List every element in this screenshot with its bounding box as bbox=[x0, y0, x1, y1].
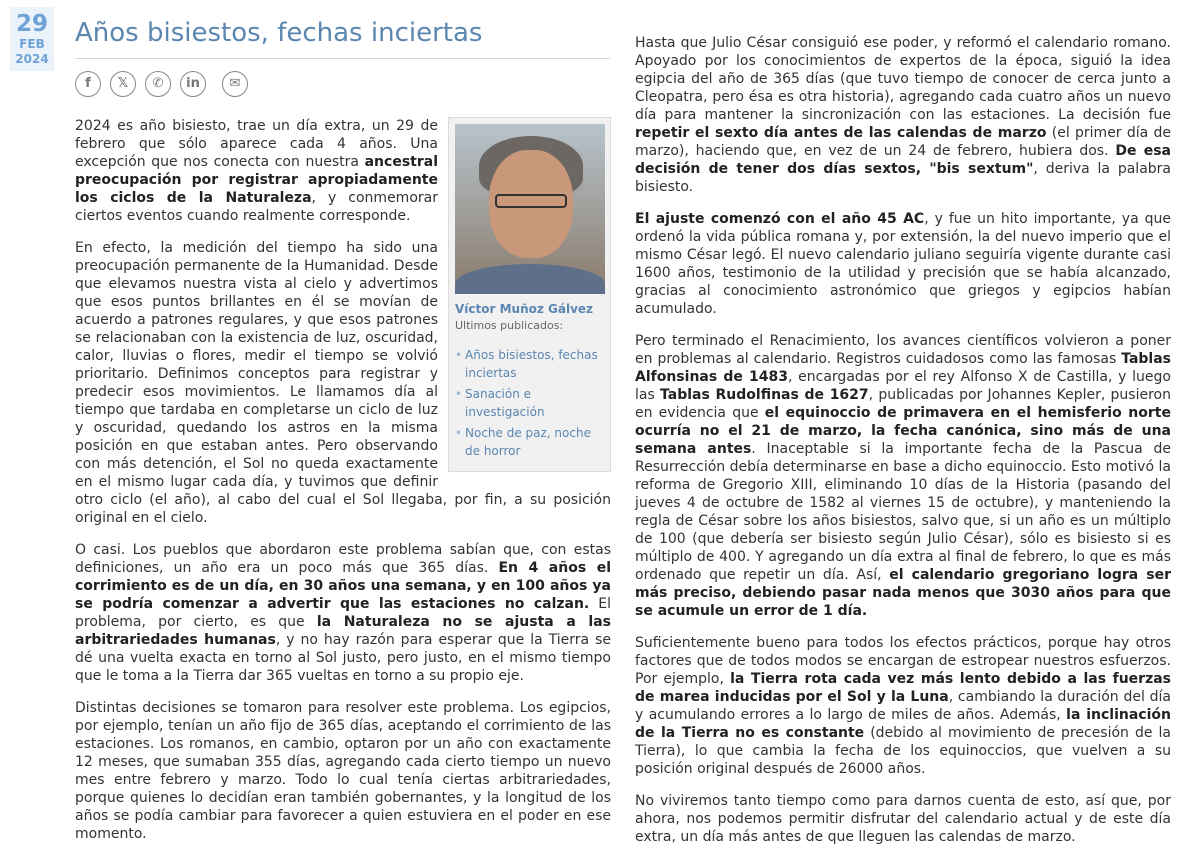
text: , y fue un hito importante, ya que ordenó la vida pública romana y, por extensión, la del nuevo imperio que el mismo César legó. El nuevo calendario juliano seguiría vigente durante casi 1600 años, testimonio de la utilidad y precisión que se había alcanzado, gracias al conocimiento astronómico que griegos y egipcios habían acumulado. bbox=[635, 211, 1171, 317]
text: Distintas decisiones se tomaron para resolver este problema. Los egipcios, por ejemplo, tenían un año fijo de 365 días, aceptando el corrimiento de las estaciones. Los romanos, en cambio, optaron por un año con exactamente 12 meses, que sumaban 355 días, agregando cada cierto tiempo un nuevo mes entre febrero y marzo. Todo lo cual tenía ciertas arbitrariedades, porque quienes lo decidían eran también gobernantes, y la longitud de los años se podía cambiar para favorecer a quien estuviera en el poder en ese momento. bbox=[75, 700, 611, 842]
whatsapp-icon[interactable]: ✆ bbox=[145, 71, 171, 97]
bold-text: repetir el sexto día antes de las calendas de marzo bbox=[635, 125, 1047, 141]
text: Hasta que Julio César consiguió ese poder, y reformó el calendario romano. Apoyado por los conocimientos de expertos de la época, siguió la idea egipcia del año de 365 días (que tuvo tiempo de conocer de cerca junto a Cleopatra, pero ésa es otra historia), agregando cada cuatro años un nuevo día para mantener la sincronización con las estaciones. La decisión fue bbox=[635, 35, 1171, 123]
bold-text: el calendario gregoriano logra ser más preciso, debiendo pasar nada menos que 3030 años para que se acumule un error de 1 día. bbox=[635, 567, 1172, 619]
bold-text: En 4 años el corrimiento es de un día, en 30 años una semana, y en 100 años ya se podría comenzar a advertir que las estaciones no calzan. bbox=[75, 560, 612, 612]
bold-text: El ajuste comenzó con el año 45 AC bbox=[635, 211, 925, 227]
paragraph bbox=[635, 634, 1171, 778]
bold-text: ancestral preocupación por registrar apropiadamente los ciclos de la Naturaleza bbox=[75, 154, 438, 206]
author-box bbox=[448, 117, 611, 472]
article-column-right bbox=[635, 34, 1171, 860]
text: 2024 es año bisiesto, trae un día extra, un 29 de febrero que sólo aparece cada 4 años. Una excepción que nos conecta con nuestra bbox=[75, 118, 438, 170]
paragraph bbox=[75, 699, 611, 843]
text: , publicadas por Johannes Kepler, pusieron en evidencia que bbox=[635, 387, 1171, 421]
text: No viviremos tanto tiempo como para darnos cuenta de esto, así que, por ahora, nos podemos permitir disfrutar del calendario actual y de este día extra, un día más antes de que lleguen las calendas de marzo. bbox=[635, 793, 1171, 845]
recent-post-link[interactable]: • Años bisiestos, fechas inciertas bbox=[465, 346, 604, 382]
recent-post-link[interactable]: • Noche de paz, noche de horror bbox=[465, 424, 604, 460]
text: Suficientemente bueno para todos los efectos prácticos, porque hay otros factores que de todos modos se encargan de estropear nuestros esfuerzos. Por ejemplo, bbox=[635, 635, 1171, 687]
text: Pero terminado el Renacimiento, los avances científicos volvieron a poner en problemas al calendario. Registros cuidadosos como las famosas bbox=[635, 333, 1171, 367]
text: (el primer día de marzo), haciendo que, en vez de un 24 de febrero, hubiera dos. bbox=[635, 125, 1171, 159]
article-title: Años bisiestos, fechas inciertas bbox=[75, 16, 610, 59]
recent-post-link[interactable]: • Sanación e investigación bbox=[465, 385, 604, 421]
date-day: 29 bbox=[15, 11, 48, 37]
email-icon[interactable]: ✉ bbox=[222, 71, 248, 97]
paragraph bbox=[635, 34, 1171, 196]
text: En efecto, la medición del tiempo ha sido una preocupación permanente de la Humanidad. Desde que elevamos nuestra vista al cielo y advertimos que esos puntos brillantes en él se movían de acuerdo a patrones regulares, y que esos patrones se relacionaban con la existencia de luz, oscuridad, calor, lluvias o flores, medir el tiempo se volvió prioritario. Definimos conceptos para registrar y predecir esos movimientos. Le llamamos día al tiempo que tardaba en completarse un ciclo de luz y oscuridad, quedando los astros en la misma posición en que estaban antes. Pero observando con más detención, el Sol no queda exactamente en el mismo lugar cada día, y tuvimos que definir otro ciclo (el año), al cabo del cual el Sol llegaba, por fin, a su posición original en el cielo. bbox=[75, 240, 611, 526]
author-subtitle: Ultimos publicados: bbox=[455, 319, 564, 332]
text: , y no hay razón para esperar que la Tierra se dé una vuelta exacta en torno al Sol justo, pero justo, en el mismo tiempo que le toma a la Tierra dar 365 vueltas en torno a su propio eje. bbox=[75, 632, 611, 684]
paragraphs-right bbox=[635, 34, 1171, 846]
date-badge bbox=[10, 7, 54, 71]
bold-text: la inclinación de la Tierra no es constante bbox=[635, 707, 1171, 741]
paragraph bbox=[635, 210, 1171, 318]
bold-text: Tablas Alfonsinas de 1483 bbox=[635, 351, 1171, 385]
bold-text: el equinoccio de primavera en el hemisferio norte ocurría no el 21 de marzo, la fecha canónica, sino más de una semana antes bbox=[635, 405, 1171, 457]
date-month: FEB bbox=[19, 37, 45, 51]
text: (debido al movimiento de precesión de la Tierra), lo que cambia la fecha de los equinoccios, que vuelven a su posición original después de 26000 años. bbox=[635, 725, 1171, 777]
paragraph bbox=[635, 792, 1171, 846]
date-year: 2024 bbox=[15, 52, 49, 66]
bold-text: la Tierra rota cada vez más lento debido a las fuerzas de marea inducidas por el Sol y la Luna bbox=[635, 671, 1172, 705]
article-column-left bbox=[75, 117, 611, 857]
bold-text: la Naturaleza no se ajusta a las arbitrariedades humanas bbox=[75, 614, 611, 648]
text: , deriva la palabra bisiesto. bbox=[635, 161, 1171, 195]
paragraph bbox=[635, 332, 1171, 620]
paragraph bbox=[75, 541, 611, 685]
text: . Inaceptable si la importante fecha de la Pascua de Resurrección debía determinarse en base a dicho equinoccio. Esto motivó la reforma de Gregorio XIII, eliminando 10 días de la Historia (pasando del jueves 4 de octubre de 1582 al viernes 15 de octubre), y manteniendo la regla de César sobre los años bisiestos, salvo que, si un año es un múltiplo de 100 (que debería ser bisiesto según Julio César), sólo es bisiesto si es múltiplo de 400. Y agregando un día extra al final de febrero, lo que es más ordenado que repetir un día. Así, bbox=[635, 441, 1171, 583]
text: , cambiando la duración del día y acumulando errores a lo largo de miles de años. Además, bbox=[635, 689, 1171, 723]
bold-text: Tablas Rudolfinas de 1627 bbox=[660, 387, 869, 403]
text: , y conmemorar ciertos eventos cuando realmente corresponde. bbox=[75, 190, 438, 224]
text: El problema, por cierto, es que bbox=[75, 596, 611, 630]
x-twitter-icon[interactable]: 𝕏 bbox=[110, 71, 136, 97]
author-photo bbox=[455, 124, 605, 294]
author-name[interactable]: Víctor Muñoz Gálvez bbox=[455, 302, 594, 316]
facebook-icon[interactable]: f bbox=[75, 71, 101, 97]
text: O casi. Los pueblos que abordaron este problema sabían que, con estas definiciones, un año era un poco más que 365 días. bbox=[75, 542, 611, 576]
text: , encargadas por el rey Alfonso X de Castilla, y luego las bbox=[635, 369, 1171, 403]
recent-posts-list bbox=[455, 346, 604, 460]
linkedin-icon[interactable]: in bbox=[180, 71, 206, 97]
bold-text: De esa decisión de tener dos días sextos, "bis sextum" bbox=[635, 143, 1171, 177]
